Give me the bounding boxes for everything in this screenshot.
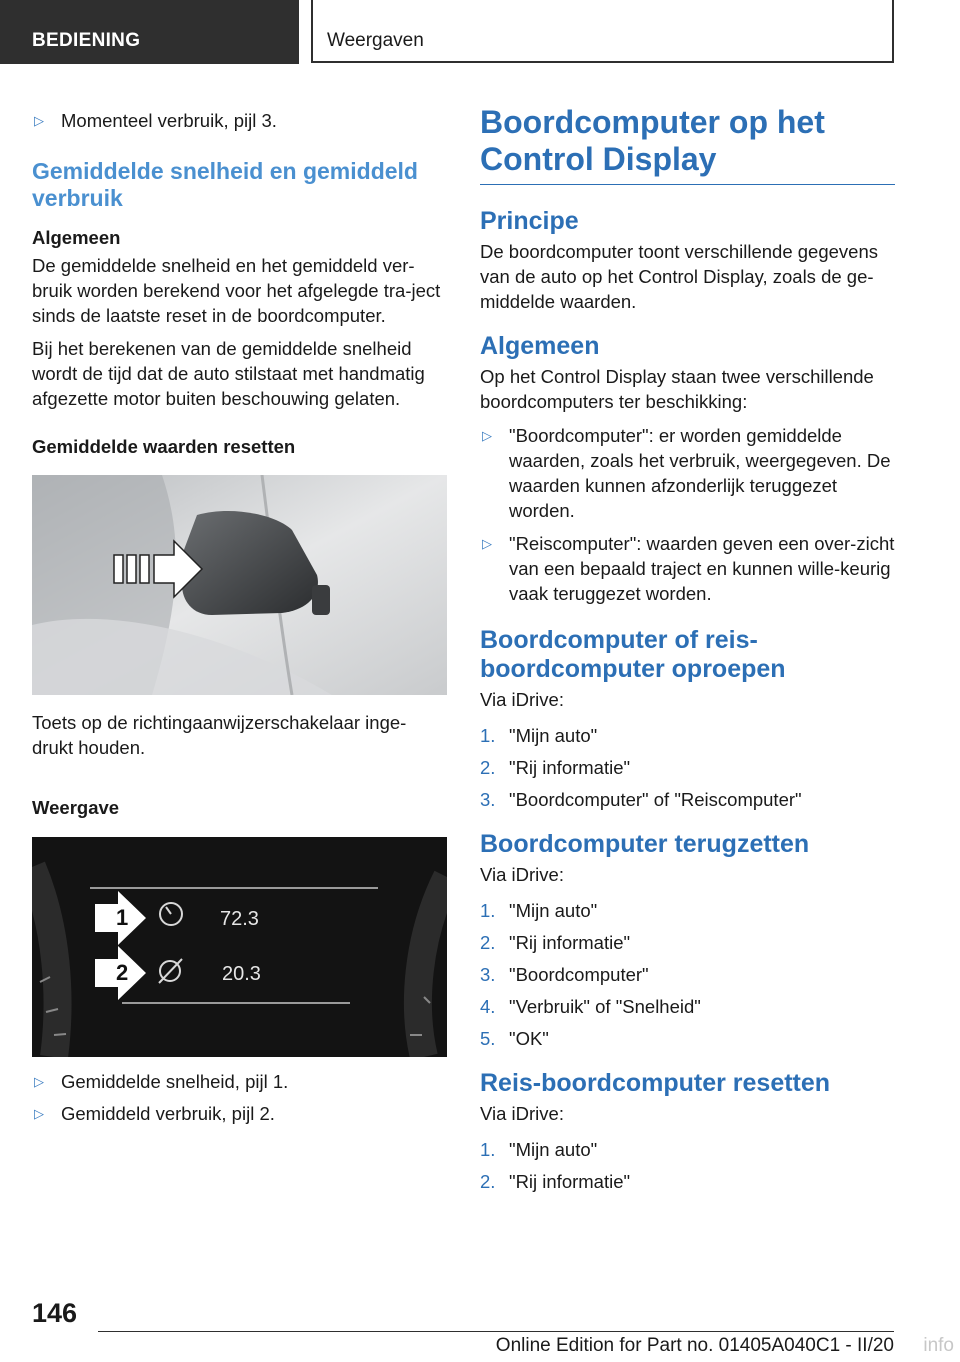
paragraph: Op het Control Display staan twee verschillende boordcomputers ter beschikking: [480,366,874,412]
lever-illustration [32,475,447,695]
footer-divider [98,1331,894,1332]
paragraph: De boordcomputer toont verschillende gegevens van de auto op het Control Display, zoals de ge-middelde waarden. [480,241,878,312]
value-speed: 72.3 [220,908,259,930]
bullet-item: ▷ "Boordcomputer": er worden gemiddelde waarden, zoals het verbruik, weergegeven. De waarden kunnen afzonderlijk teruggezet worden. [482,425,891,521]
bullet-item: ▷ Gemiddeld verbruik, pijl 2. [34,1103,275,1124]
heading-display: Weergave [32,797,120,818]
heading-principe: Principe [480,207,579,235]
section-title: BEDIENING [32,30,141,51]
display-illustration-svg [32,837,447,1057]
heading-algemeen: Algemeen [480,332,600,360]
list-item: 2. "Rij informatie" [480,757,631,778]
list-item: 3. "Boordcomputer" of "Reiscomputer" [480,789,802,810]
via-idrive: Via iDrive: [480,1103,564,1124]
list-item: 1. "Mijn auto" [480,725,598,746]
right-column [480,104,895,1194]
via-idrive: Via iDrive: [480,864,564,885]
heading-reset: Gemiddelde waarden resetten [32,436,296,457]
paragraph: Bij het berekenen van de gemiddelde snelheid wordt de tijd dat de auto stilstaat met handmatig afgezette motor buiten beschouwing gelaten. [32,338,425,409]
value-consumption: 20.3 [222,963,261,985]
list-item: 2. "Rij informatie" [480,1171,631,1192]
section-tab [0,0,299,64]
left-column [32,96,447,1126]
via-idrive: Via iDrive: [480,689,564,710]
bullet-item: ▷ "Reiscomputer": waarden geven een over-zicht van een bepaald traject en kunnen wille-keurig vaak teruggezet worden. [482,533,895,604]
triangle-bullet-icon: ▷ [34,113,44,128]
paragraph: De gemiddelde snelheid en het gemiddeld ver-bruik worden berekend voor het afgelegde tra-ject sinds de laatste reset in de boordcomputer. [32,255,441,326]
bullet-item: ▷ Momenteel verbruik, pijl 3. [34,110,277,131]
heading-average: Gemiddelde snelheid en gemiddeld verbruik [32,158,418,211]
triangle-bullet-icon: ▷ [34,1106,44,1121]
heading-back: Boordcomputer terugzetten [480,830,810,858]
list-item: 3. "Boordcomputer" [480,964,649,985]
list-item: 4. "Verbruik" of "Snelheid" [480,996,701,1017]
lever-illustration-svg [32,475,447,695]
list-item: 2. "Rij informatie" [480,932,631,953]
display-illustration [32,837,447,1057]
arrow-label-2: 2 [116,960,129,985]
image-caption: Toets op de richtingaanwijzerschakelaar inge-drukt houden. [32,712,407,758]
chapter-title: Weergaven [327,30,424,51]
list-item: 5. "OK" [480,1028,549,1049]
heading-trip: Reis-boordcomputer resetten [480,1069,831,1097]
watermark: info [923,1335,954,1356]
page-number: 146 [32,1298,78,1328]
list-item: 1. "Mijn auto" [480,900,598,921]
chapter-tab [311,0,894,63]
edition-text: Online Edition for Part no. 01405A040C1 - II/20 [495,1335,894,1356]
triangle-bullet-icon: ▷ [34,1074,44,1089]
page-title: Boordcomputer op het Control Display [480,104,895,185]
triangle-bullet-icon: ▷ [482,428,492,443]
bullet-item: ▷ Gemiddelde snelheid, pijl 1. [34,1071,289,1092]
list-item: 1. "Mijn auto" [480,1139,598,1160]
arrow-label-1: 1 [116,905,129,930]
heading-call: Boordcomputer of reis-boordcomputer oproepen [480,626,786,683]
heading-general: Algemeen [32,227,121,248]
triangle-bullet-icon: ▷ [482,536,492,551]
